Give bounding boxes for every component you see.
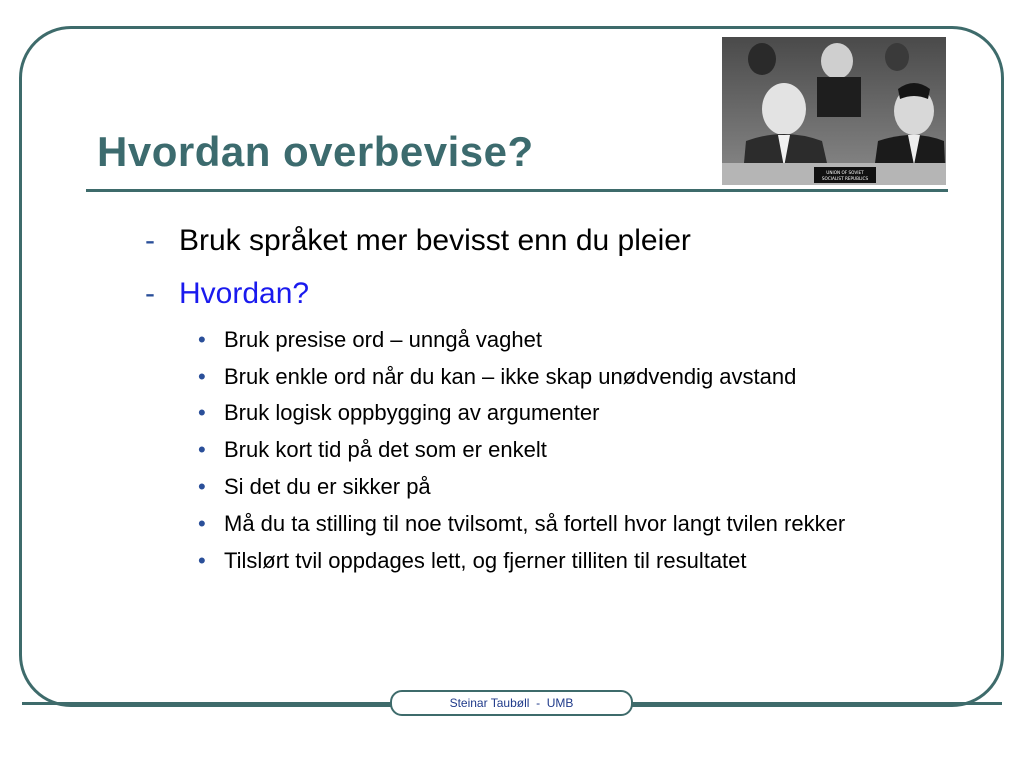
- dash-marker: -: [145, 277, 155, 310]
- sub-bullet-text: Tilslørt tvil oppdages lett, og fjerner tilliten til resultatet: [224, 548, 747, 573]
- bullet-dot: •: [198, 548, 206, 573]
- sub-bullet-text: Bruk kort tid på det som er enkelt: [224, 437, 547, 462]
- sub-bullet-text: Bruk logisk oppbygging av argumenter: [224, 400, 600, 425]
- sub-bullet-text: Si det du er sikker på: [224, 474, 431, 499]
- sub-bullet: [198, 364, 796, 390]
- bullet-dot: •: [198, 437, 206, 462]
- sub-bullet-text: Må du ta stilling til noe tvilsomt, så fortell hvor langt tvilen rekker: [224, 511, 846, 536]
- title-divider: [86, 189, 948, 192]
- bullet-dot: •: [198, 474, 206, 499]
- sub-bullet: [198, 437, 547, 463]
- footer-label: [390, 690, 633, 716]
- bullet-dot: •: [198, 400, 206, 425]
- sub-bullet: [198, 511, 845, 537]
- bullet-language: [145, 224, 691, 258]
- dash-marker: -: [145, 224, 155, 257]
- bullet-dot: •: [198, 364, 206, 389]
- bullet-dot: •: [198, 511, 206, 536]
- bullet-text: Bruk språket mer bevisst enn du pleier: [179, 224, 691, 257]
- sub-bullet: [198, 548, 747, 574]
- historical-photo: [722, 37, 946, 185]
- sub-bullet: [198, 327, 542, 353]
- footer-text: Steinar Taubøll - UMB: [449, 696, 574, 710]
- sub-bullet: [198, 400, 599, 426]
- bullet-dot: •: [198, 327, 206, 352]
- sub-bullet-text: Bruk presise ord – unngå vaghet: [224, 327, 542, 352]
- svg-text:SOCIALIST REPUBLICS: SOCIALIST REPUBLICS: [821, 176, 869, 181]
- bullet-text: Hvordan?: [179, 277, 310, 310]
- bullet-hvordan: [145, 277, 309, 311]
- sub-bullet: [198, 474, 431, 500]
- svg-text:UNION OF SOVIET: UNION OF SOVIET: [826, 170, 864, 175]
- sub-bullet-text: Bruk enkle ord når du kan – ikke skap unødvendig avstand: [224, 364, 797, 389]
- slide-title: Hvordan overbevise?: [97, 128, 534, 175]
